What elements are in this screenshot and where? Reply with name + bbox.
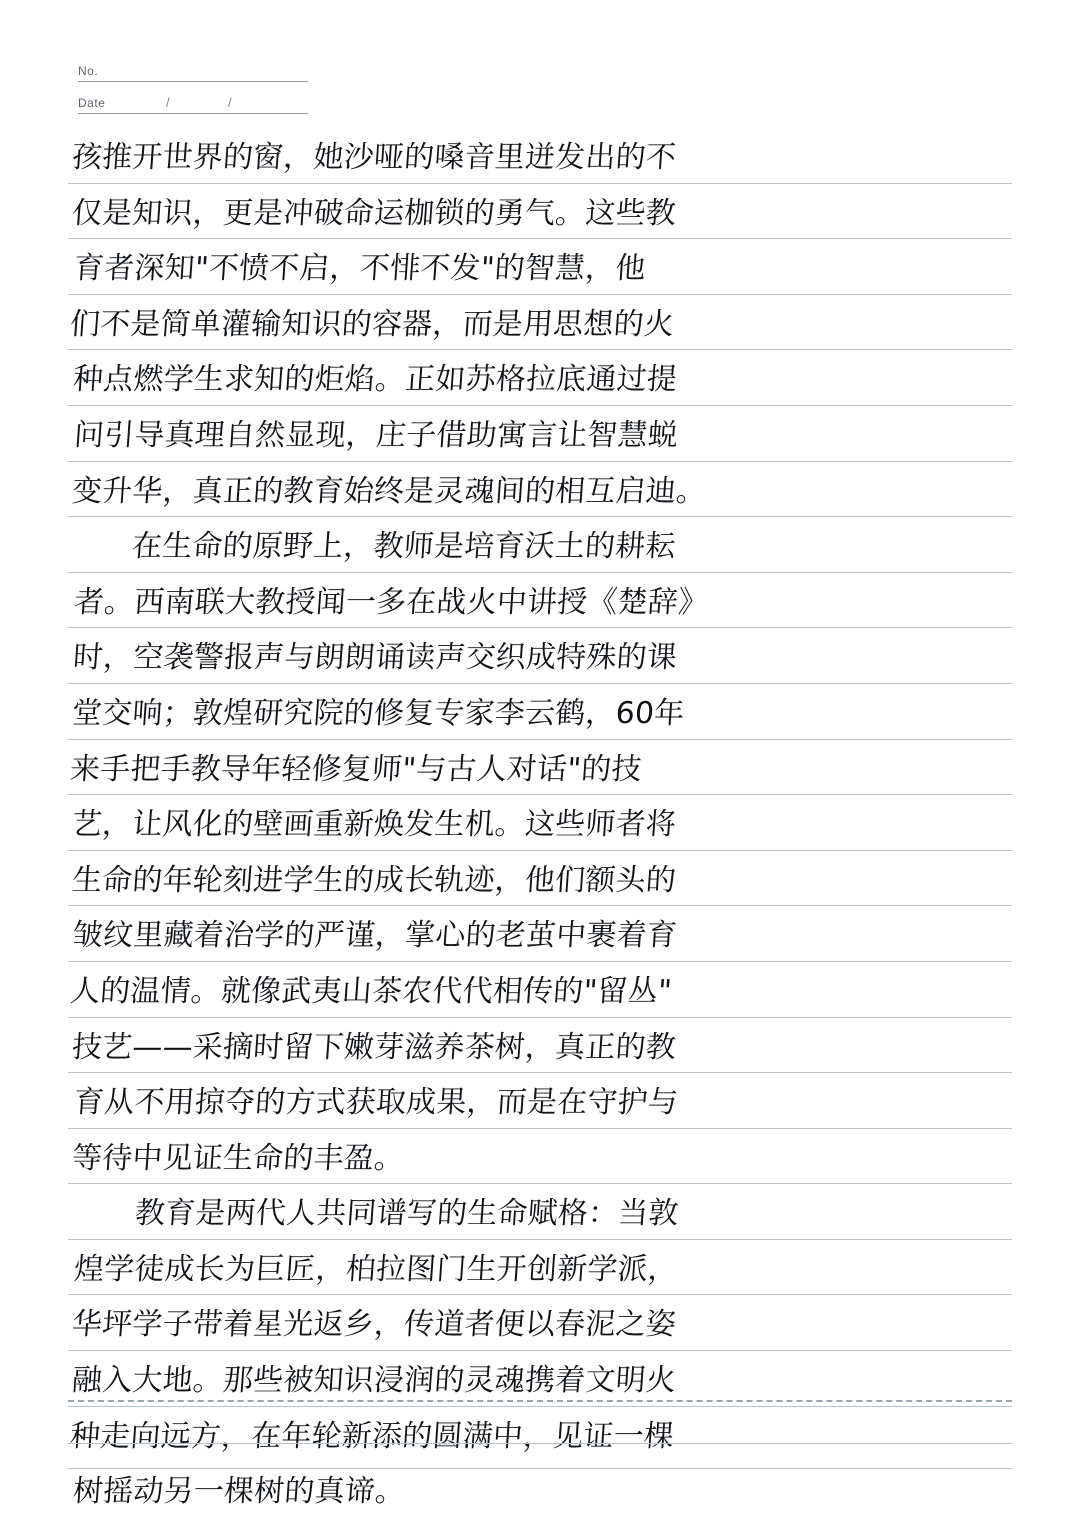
handwritten-body bbox=[68, 130, 1012, 1510]
no-field[interactable] bbox=[78, 52, 308, 82]
text-line: 煌学徒成长为巨匠，柏拉图门生开创新学派， bbox=[72, 1251, 680, 1287]
footer-rule-1 bbox=[68, 1443, 1012, 1444]
text-line: 孩推开世界的窗，她沙哑的嗓音里迸发出的不 bbox=[70, 140, 678, 175]
text-line: 者。西南联大教授闻一多在战火中讲授《楚辞》 bbox=[72, 584, 710, 620]
text-line: 们不是简单灌输知识的容器，而是用思想的火 bbox=[68, 306, 676, 342]
text-line: 种点燃学生求知的炬焰。正如苏格拉底通过提 bbox=[71, 362, 679, 398]
text-line: 艺，让风化的壁画重新焕发生机。这些师者将 bbox=[70, 807, 678, 843]
text-line: 华坪学子带着星光返乡，传道者便以春泥之姿 bbox=[70, 1307, 678, 1343]
date-field[interactable] bbox=[78, 82, 308, 114]
no-label: No. bbox=[78, 64, 99, 78]
text-line: 融入大地。那些被知识浸润的灵魂携着文明火 bbox=[70, 1363, 678, 1399]
text-line: 堂交响；敦煌研究院的修复专家李云鹤，60年 bbox=[70, 695, 686, 731]
text-line: 育者深知"不愤不启，不悱不发"的智慧，他 bbox=[72, 251, 647, 287]
text-line: 皱纹里藏着治学的严谨，掌心的老茧中裹着育 bbox=[71, 918, 679, 954]
text-line: 等待中见证生命的丰盈。 bbox=[70, 1140, 406, 1176]
text-line: 问引导真理自然显现，庄子借助寓言让智慧蜕 bbox=[72, 417, 680, 453]
date-separator-1: / bbox=[166, 95, 170, 110]
text-line: 变升华，真正的教育始终是灵魂间的相互启迪。 bbox=[70, 473, 708, 509]
text-line: 人的温情。就像武夷山茶农代代相传的"留丛" bbox=[68, 973, 674, 1009]
text-line: 种走向远方，在年轮新添的圆满中，见证一棵 bbox=[68, 1418, 676, 1454]
text-line: 来手把手教导年轻修复师"与古人对话"的技 bbox=[68, 751, 643, 787]
text-line: 时，空袭警报声与朗朗诵读声交织成特殊的课 bbox=[71, 640, 679, 676]
footer-dashed-rule bbox=[68, 1400, 1012, 1402]
text-line: 树摇动另一棵树的真谛。 bbox=[71, 1474, 407, 1510]
text-line: 教育是两代人共同谱写的生命赋格：当敦 bbox=[133, 1196, 680, 1232]
text-line: 育从不用掠夺的方式获取成果，而是在守护与 bbox=[72, 1085, 680, 1121]
text-line: 仅是知识，更是冲破命运枷锁的勇气。这些教 bbox=[70, 195, 678, 231]
date-label: Date bbox=[78, 96, 106, 110]
date-separator-2: / bbox=[228, 95, 232, 110]
text-line: 生命的年轮刻进学生的成长轨迹，他们额头的 bbox=[70, 862, 678, 898]
footer-rule-2 bbox=[68, 1468, 1012, 1469]
text-line: 在生命的原野上，教师是培育沃土的耕耘 bbox=[130, 529, 677, 565]
page-header bbox=[78, 52, 308, 114]
text-line: 技艺——采摘时留下嫩芽滋养茶树，真正的教 bbox=[70, 1029, 678, 1065]
